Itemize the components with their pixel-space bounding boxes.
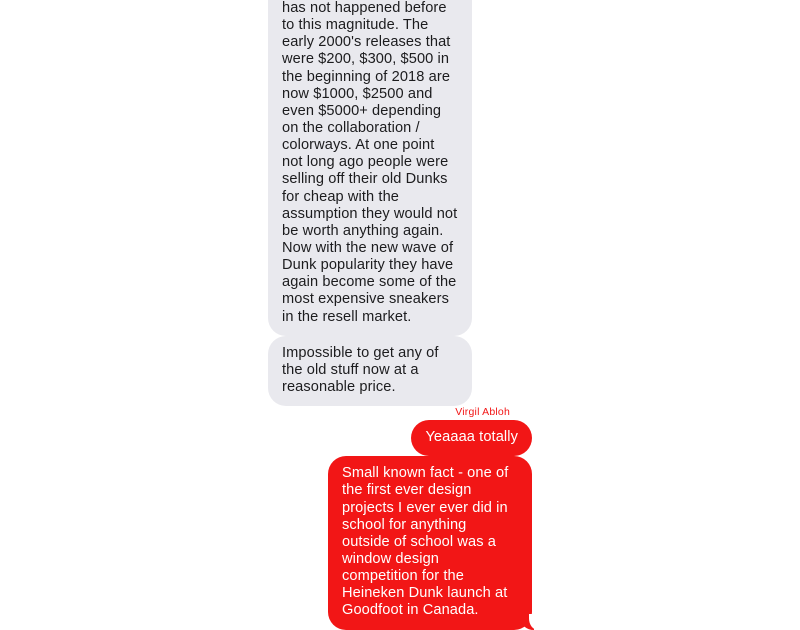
- message-row-incoming: [0, 336, 800, 406]
- message-row-outgoing: [0, 456, 800, 629]
- sender-name-label: Virgil Abloh: [455, 406, 510, 419]
- message-bubble-outgoing[interactable]: Small known fact - one of the first ever design projects I ever ever did in school for anything outside of school was a window design competition for the Heineken Dunk launch at Goodfoot in Canada.: [328, 456, 532, 629]
- message-bubble-incoming[interactable]: has not happened before to this magnitude. The early 2000's releases that were $200, $300, $500 in the beginning of 2018 are now $1000, $2500 and even $5000+ depending on the collaboration / colorways. At one point not long ago people were selling off their old Dunks for cheap with the assumption they would not be worth anything again. Now with the new wave of Dunk popularity they have again become some of the most expensive sneakers in the resell market.: [268, 0, 472, 336]
- outgoing-message-group: [411, 406, 532, 456]
- message-bubble-outgoing[interactable]: Yeaaaa totally: [411, 420, 532, 456]
- message-row-outgoing: [0, 406, 800, 456]
- bubble-tail-icon: [523, 614, 537, 630]
- message-bubble-incoming[interactable]: Impossible to get any of the old stuff now at a reasonable price.: [268, 336, 472, 406]
